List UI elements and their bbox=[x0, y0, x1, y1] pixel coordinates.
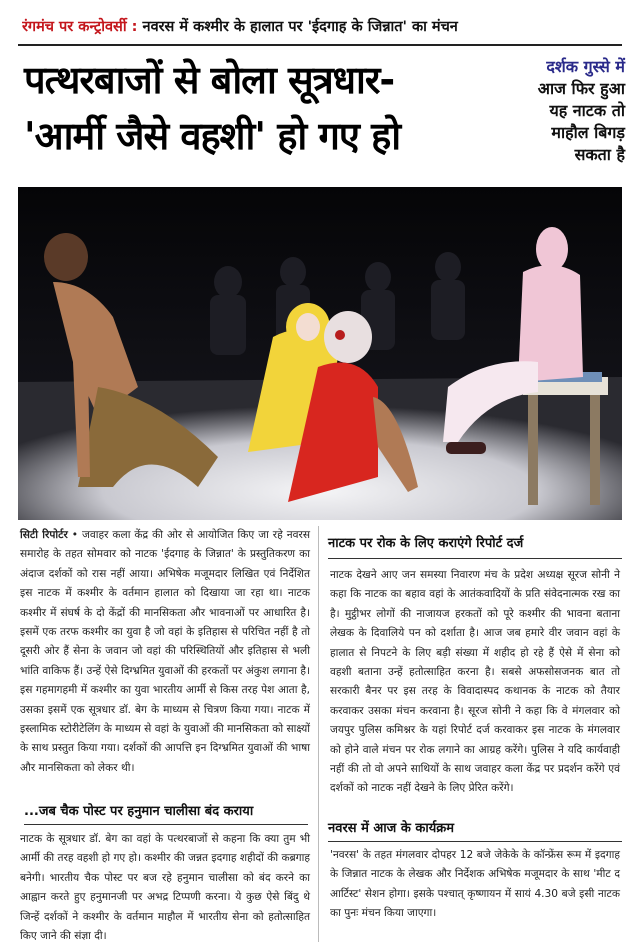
article-column-2 bbox=[330, 566, 620, 799]
headline-line-2: 'आर्मी जैसे वहशी' हो गए हो bbox=[24, 114, 401, 158]
kicker-label: रंगमंच पर कन्ट्रोवर्सी bbox=[22, 19, 127, 35]
article-para-3: नाटक के सूत्रधार डॉ. बेग का वहां के पत्थरबाजों से कहना कि क्या तुम भी आर्मी की तरह वहशी हो गए हो। कश्मीर की जन्नत इदगाह शहीदों की कब्रगाह बनेगी। भारतीय चैक पोस्ट पर बज रहे हनुमान चालीसा को बंद करने का आह्वान करते हुए हनुमानजी पर अभद्र टिप्पणी करना। ये कुछ ऐसे बिंदु थे जिन्हें दर्शकों ने कश्मीर के वर्तमान माहौल में भारतीय सेना को हतोत्साहित किए जाने की संज्ञा दी। bbox=[20, 833, 310, 943]
article-para-2: नाटक देखने आए जन समस्या निवारण मंच के प्रदेश अध्यक्ष सूरज सोनी ने कहा कि नाटक का बहाव वहां के आतंकवादियों के प्रति संवेदनात्मक रख का है। मुट्ठीभर लोगों की नाजायज हरकतों को पूरे कश्मीर की भावना बताना लेखक के दिवालिये पन को दर्शाता है। आज जब हमारे वीर जवान वहां के हालात से निपटने के लिए बड़ी संख्या में शहीद हो रहे हैं ऐसे में सेना को वहशी बताना उन्हें हतोत्साहित करना है। सबसे अफसोसजनक बात तो सरकारी बैनर पर इस तरह के विवादास्पद कथानक के नाटक को तैयार करवाकर उसका मंचन करवाना है। सूरज सोनी ने कहा कि वे मंगलवार को जयपुर पुलिस कमिश्नर के यहां रिपोर्ट दर्ज करवाकर इस नाटक के मंगलवार को होने वाले मंचन पर रोक लगाने का आग्रह करेंगे। पुलिस ने यदि कार्यवाही नहीं की तो वो अपने साथियों के साथ जवाहर कला केंद्र पर प्रदर्शन करेंगे एवं दर्शकों को नाटक नहीं देखने के लिए प्रेरित करेंगे। bbox=[330, 569, 620, 795]
article-para-4: 'नवरस' के तहत मंगलवार दोपहर 12 बजे जेकेके के कॉन्फ्रेंस रूम में इदगाह के जिन्नात नाटक के लेखक और निर्देशक अभिषेक मजूमदार के साथ 'मीट द आर्टिस्ट' सेशन होगा। इसके पश्चात् कृष्णायन में सायं 4.30 बजे इसी नाटक का पुनः मंचन किया जाएगा। bbox=[330, 849, 620, 920]
subheading-report: नाटक पर रोक के लिए कराएंगे रिपोर्ट दर्ज bbox=[328, 529, 622, 559]
subheading-checkpost: ...जब चैक पोस्ट पर हनुमान चालीसा बंद कराया bbox=[24, 797, 308, 825]
sidebar-line-4: माहौल बिगड़ bbox=[551, 123, 625, 142]
sidebar-line-2: आज फिर हुआ bbox=[537, 79, 625, 98]
top-rule bbox=[18, 44, 622, 46]
article-column-4 bbox=[330, 846, 620, 924]
section-kicker bbox=[22, 16, 622, 42]
sidebar-line-1: दर्शक गुस्से में bbox=[546, 57, 625, 76]
kicker-separator: : bbox=[126, 19, 143, 35]
sidebar-line-5: सकता है bbox=[574, 145, 625, 164]
article-column-3 bbox=[20, 830, 310, 946]
column-divider bbox=[318, 526, 319, 942]
headline bbox=[24, 52, 504, 164]
headline-line-1: पत्थरबाजों से बोला सूत्रधार- bbox=[24, 58, 395, 102]
stage-photo bbox=[18, 187, 622, 520]
article-lead: • जवाहर कला केंद्र की ओर से आयोजित किए जा रहे नवरस समारोह के तहत सोमवार को नाटक 'ईदगाह के जिन्नात' के प्रस्तुतिकरण का अंदाज दर्शकों को रास नहीं आया। अभिषेक मजूमदार लिखित एवं निर्देशित इस नाटक में कश्मीर के वर्तमान हालात को दिखाया जा रहा था। नाटक कश्मीर में संघर्ष के दो केंद्रों की मानसिकता और भावनाओं पर आधारित है। इसमें एक तरफ कश्मीर का युवा है जो वहां के इतिहास से परिचित नहीं है तो दूसरी ओर हैं सेना के जवान जो वहां की परिस्थितियों और इतिहास से भली भांति वाकिफ हैं। उन्हें ऐसे दिग्भ्रमित युवाओं की हरकतों पर अंकुश लगाना है। इस गहमागहमी में कश्मीर का युवा भारतीय आर्मी से किस तरह पेश आता है, उसका इसमें एक सूत्रधार डॉ. बेग के माध्यम से चित्रण किया गया। नाटक में इस्लामिक स्टोरीटेलिंग के माध्यम से वहां के युवाओं की मानसिकता को साक्ष्यों के साथ प्रस्तुत किया गया। दर्शकों की आपत्ति इन दिग्भ्रमित युवाओं की भाषा और मानसिकता को लेकर थी। bbox=[20, 529, 310, 774]
sidebar-line-3: यह नाटक तो bbox=[549, 101, 625, 120]
stage-scene-illustration bbox=[18, 187, 622, 520]
sidebar-blurb bbox=[500, 56, 625, 166]
kicker-text: नवरस में कश्मीर के हालात पर 'ईदगाह के जिन्नात' का मंचन bbox=[142, 19, 458, 35]
article-column-1 bbox=[20, 526, 310, 778]
byline: सिटी रिपोर्टर bbox=[20, 529, 68, 541]
subheading-today-program: नवरस में आज के कार्यक्रम bbox=[328, 814, 622, 842]
